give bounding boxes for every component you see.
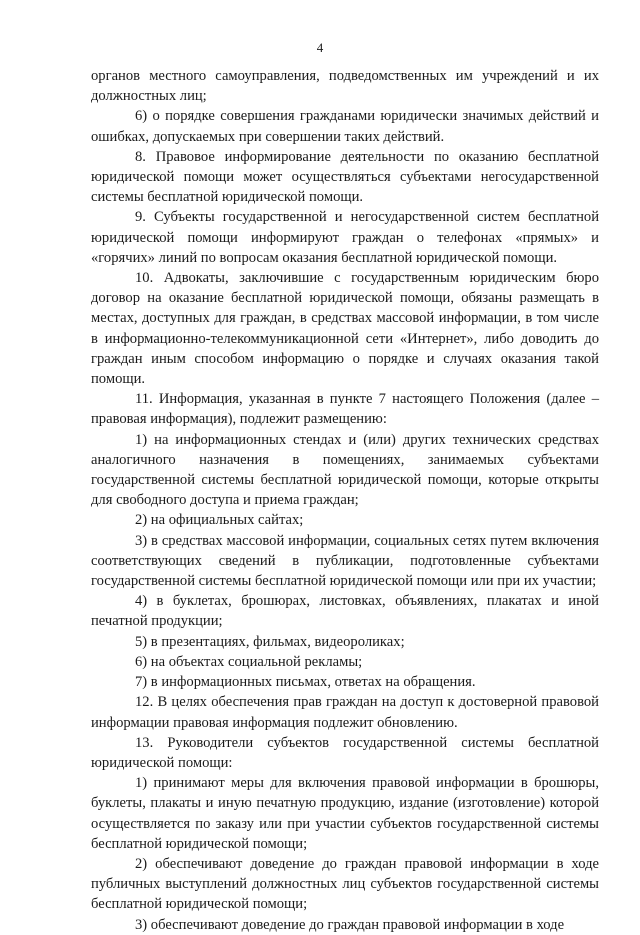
paragraph: 3) в средствах массовой информации, социальных сетях путем включения соответствующих сведений в публикации, подготовленные субъектами государственной системы бесплатной юридической помощи или при их участии; [91,532,599,590]
paragraph: 13. Руководители субъектов государственной системы бесплатной юридической помощи: [91,734,599,771]
paragraph: 11. Информация, указанная в пункте 7 настоящего Положения (далее – правовая информация), подлежит размещению: [91,391,599,428]
paragraph: органов местного самоуправления, подведомственных им учреждений и их должностных лиц; [91,68,599,105]
paragraph: 7) в информационных письмах, ответах на обращения. [135,674,476,691]
paragraph: 12. В целях обеспечения прав граждан на доступ к достоверной правовой информации правовая информация подлежит обновлению. [91,694,599,731]
paragraph: 4) в буклетах, брошюрах, листовках, объявлениях, плакатах и иной печатной продукции; [91,593,599,630]
paragraph: 6) о порядке совершения гражданами юридически значимых действий и ошибках, допускаемых при совершении таких действий. [91,108,599,145]
document-body [91,66,599,935]
paragraph: 2) на официальных сайтах; [135,512,304,529]
page-number: 4 [316,40,324,55]
paragraph: 1) на информационных стендах и (или) других технических средствах аналогичного назначения в помещениях, занимаемых субъектами государственной системы бесплатной юридической помощи, которые открыты для свободного доступа и приема граждан; [91,431,599,509]
paragraph: 6) на объектах социальной рекламы; [135,653,363,670]
paragraph: 8. Правовое информирование деятельности по оказанию бесплатной юридической помощи может осуществляться субъектами негосударственной системы бесплатной юридической помощи. [91,148,599,206]
paragraph: 5) в презентациях, фильмах, видеороликах; [135,633,405,650]
paragraph: 3) обеспечивают доведение до граждан правовой информации в ходе [135,916,565,933]
paragraph: 2) обеспечивают доведение до граждан правовой информации в ходе публичных выступлений должностных лиц субъектов государственной системы бесплатной юридической помощи; [91,855,599,913]
paragraph: 1) принимают меры для включения правовой информации в брошюры, буклеты, плакаты и иную печатную продукцию, издание (изготовление) которой осуществляется по заказу или при участии субъектов государственной системы бесплатной юридической помощи; [91,775,599,852]
paragraph: 10. Адвокаты, заключившие с государственным юридическим бюро договор на оказание бесплатной юридической помощи, обязаны размещать в местах, доступных для граждан, в средствах массовой информации, в том числе в информационно-телекоммуникационной сети «Интернет», либо доводить до граждан иным способом информацию о порядке и случаях оказания такой помощи. [91,270,599,388]
paragraph: 9. Субъекты государственной и негосударственной систем бесплатной юридической помощи информируют граждан о телефонах «прямых» и «горячих» линий по вопросам оказания бесплатной юридической помощи. [91,209,599,266]
